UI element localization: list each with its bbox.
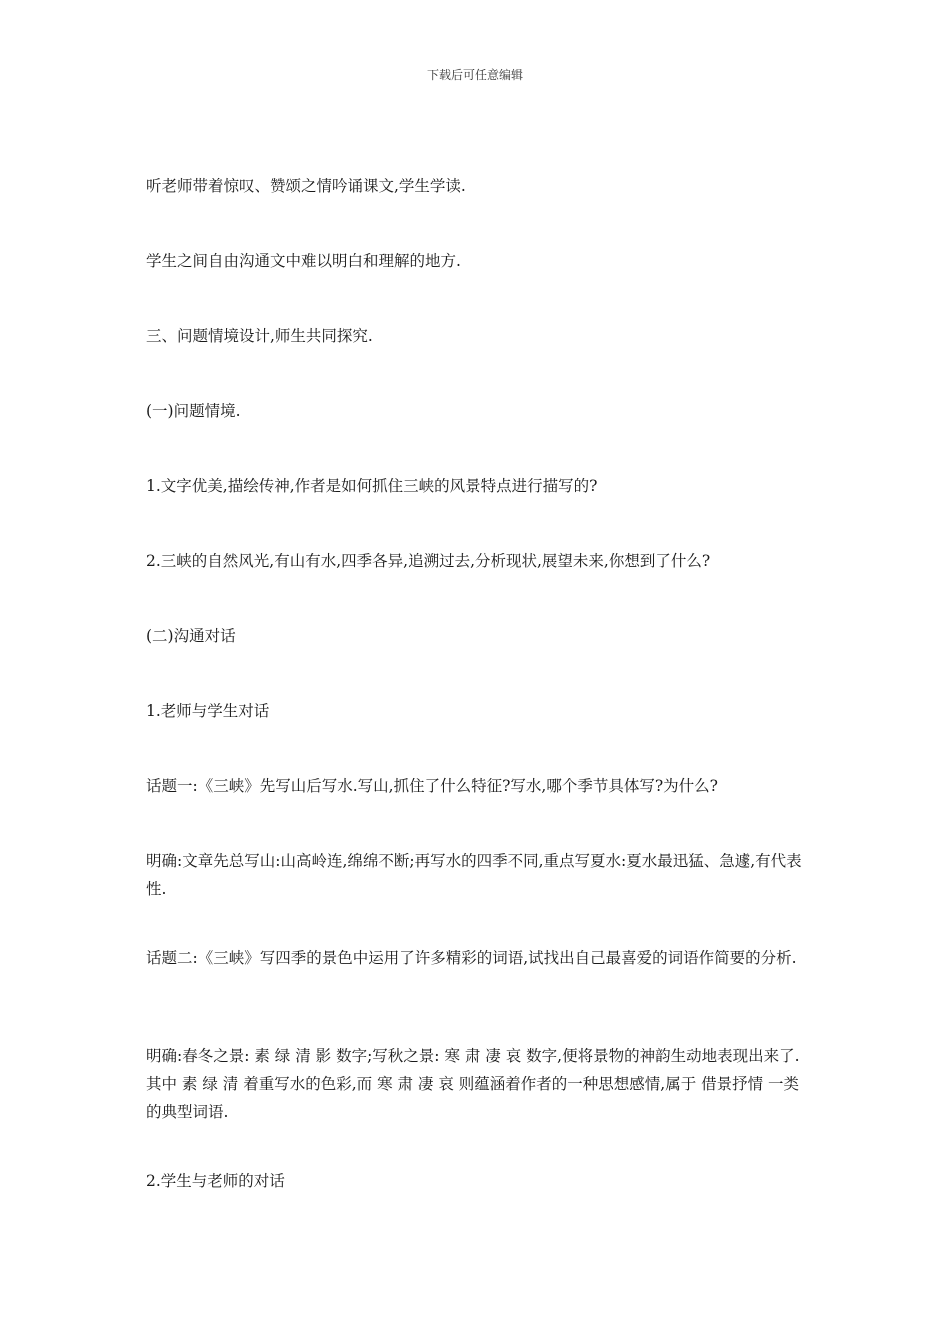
dialogue-heading-1: 1.老师与学生对话 bbox=[146, 702, 270, 720]
page-header: 下载后可任意编辑 bbox=[426, 68, 523, 82]
subsection-heading-dialogue: (二)沟通对话 bbox=[146, 627, 236, 645]
paragraph-2: 学生之间自由沟通文中难以明白和理解的地方. bbox=[146, 252, 461, 270]
subsection-heading-problem: (一)问题情境. bbox=[146, 402, 241, 420]
topic-1: 话题一:《三峡》先写山后写水.写山,抓住了什么特征?写水,哪个季节具体写?为什么? bbox=[146, 777, 718, 795]
answer-1: 明确:文章先总写山:山高岭连,绵绵不断;再写水的四季不同,重点写夏水:夏水最迅猛、急遽,有代表性. bbox=[146, 852, 802, 898]
paragraph-1: 听老师带着惊叹、赞颂之情吟诵课文,学生学读. bbox=[146, 177, 466, 195]
question-1: 1.文字优美,描绘传神,作者是如何抓住三峡的风景特点进行描写的? bbox=[146, 477, 598, 495]
dialogue-heading-2: 2.学生与老师的对话 bbox=[146, 1172, 285, 1190]
question-2: 2.三峡的自然风光,有山有水,四季各异,追溯过去,分析现状,展望未来,你想到了什么? bbox=[146, 552, 711, 570]
section-heading-3: 三、问题情境设计,师生共同探究. bbox=[146, 327, 373, 345]
answer-2: 明确:春冬之景: 素 绿 清 影 数字;写秋之景: 寒 肃 凄 哀 数字,便将景物的神韵生动地表现出来了.其中 素 绿 清 着重写水的色彩,而 寒 肃 凄 哀 则蕴涵着作者的一种思想感情,属于 借景抒情 一类的典型词语. bbox=[146, 1047, 800, 1121]
topic-2: 话题二:《三峡》写四季的景色中运用了许多精彩的词语,试找出自己最喜爱的词语作简要的分析. bbox=[146, 949, 797, 967]
